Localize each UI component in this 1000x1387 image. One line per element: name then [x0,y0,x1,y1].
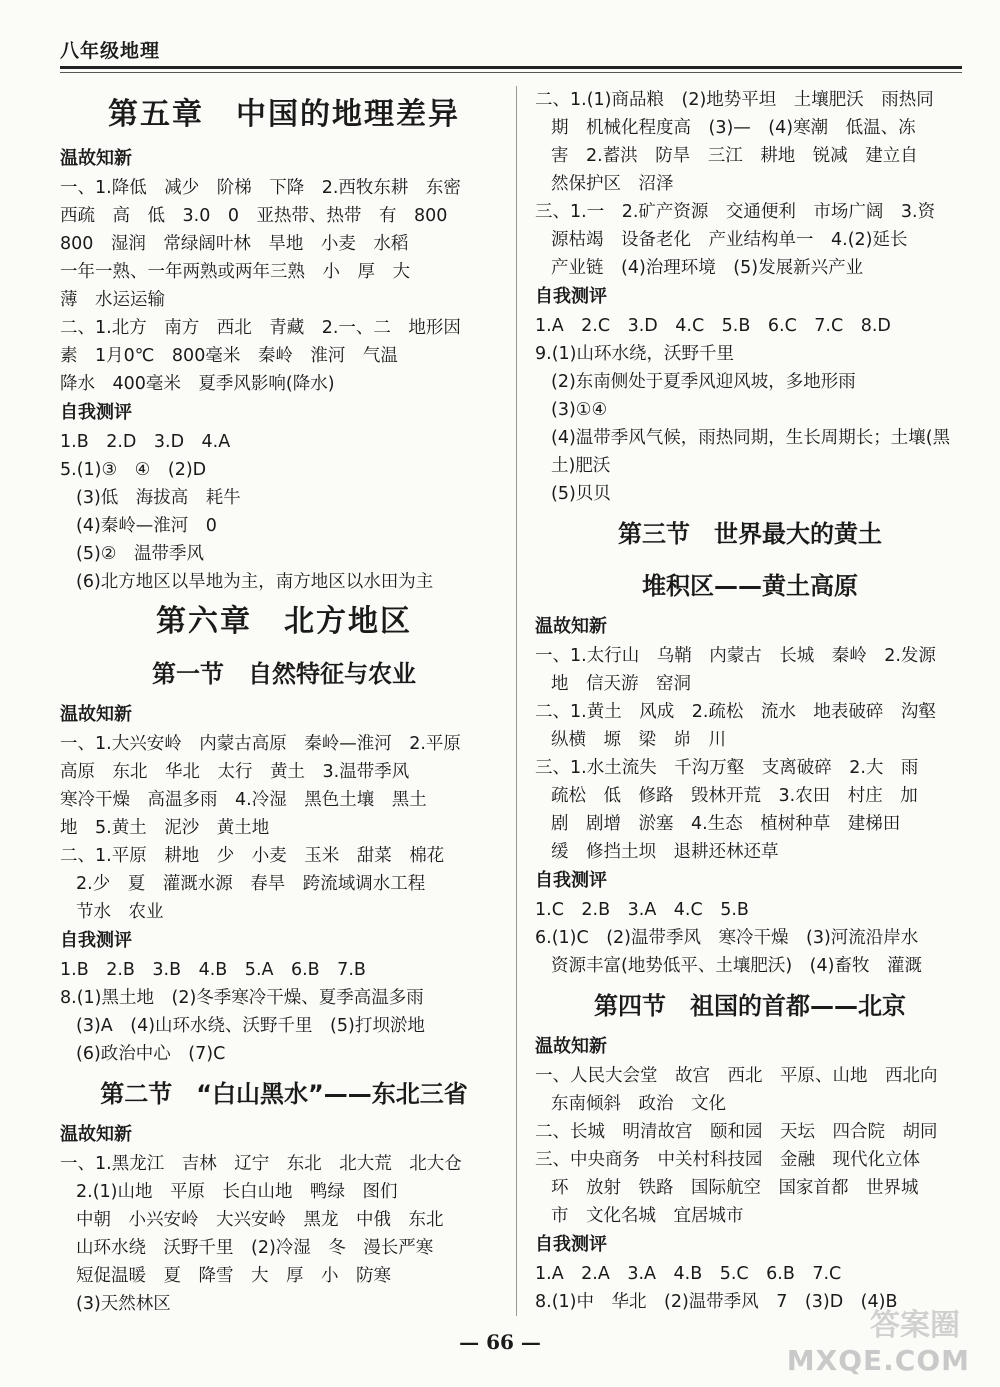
right-column [535,86,965,1316]
answer-line: 一、1.大兴安岭 内蒙古高原 秦岭—淮河 2.平原 [60,734,461,754]
answer-line: (3)①④ [551,400,608,420]
header-rule-thick [60,66,962,69]
left-column [60,86,508,1318]
section-3-title-line1: 第三节 世界最大的黄土 [618,520,882,548]
answer-line: 疏松 低 修路 毁林开荒 3.农田 村庄 加 [551,786,918,806]
self-test-heading: 自我测评 [535,286,607,307]
answer-line: 东南倾斜 政治 文化 [551,1094,726,1114]
answer-line: 800 湿润 常绿阔叶林 旱地 小麦 水稻 [60,234,409,254]
self-test-heading: 自我测评 [535,1234,607,1255]
column-divider [516,86,517,1316]
chapter-6-title: 第六章 北方地区 [156,604,412,639]
answer-line: 一、1.黑龙江 吉林 辽宁 东北 北大荒 北大仓 [60,1154,462,1174]
answer-line: 高原 东北 华北 太行 黄土 3.温带季风 [60,762,410,782]
page-number: — 66 — [459,1330,541,1354]
answer-line: 害 2.蓄洪 防旱 三江 耕地 锐减 建立自 [551,146,918,166]
self-test-heading: 自我测评 [60,402,132,423]
answer-line: 纵横 塬 梁 峁 川 [551,730,726,750]
watermark-logo: 答案圈 [870,1308,960,1343]
answer-line: 1.B 2.B 3.B 4.B 5.A 6.B 7.B [60,960,366,980]
answer-line: 西疏 高 低 3.0 0 亚热带、热带 有 800 [60,206,448,226]
watermark-url: MXQE.COM [786,1344,970,1377]
answer-line: 山环水绕 沃野千里 (2)冷湿 冬 漫长严寒 [76,1238,434,1258]
review-heading: 温故知新 [60,704,132,725]
answer-line: 2.(1)山地 平原 长白山地 鸭绿 图们 [76,1182,398,1202]
answer-line: 二、1.(1)商品粮 (2)地势平坦 土壤肥沃 雨热同 [535,90,934,110]
section-2-title: 第二节 “白山黑水”——东北三省 [100,1080,468,1108]
header-rule-thin [60,72,962,73]
answer-line: 期 机械化程度高 (3)— (4)寒潮 低温、冻 [551,118,916,138]
answer-line: 一、1.降低 减少 阶梯 下降 2.西牧东耕 东密 [60,178,461,198]
review-heading: 温故知新 [60,1124,132,1145]
answer-line: 三、1.水土流失 千沟万壑 支离破碎 2.大 雨 [535,758,919,778]
answer-line: 资源丰富(地势低平、土壤肥沃) (4)畜牧 灌溉 [551,956,922,976]
answer-line: 9.(1)山环水绕，沃野千里 [535,344,734,364]
answer-line: 剧 剧增 淤塞 4.生态 植树种草 建梯田 [551,814,901,834]
answer-line: 二、1.平原 耕地 少 小麦 玉米 甜菜 棉花 [60,846,445,866]
answer-line: 6.(1)C (2)温带季风 寒冷干燥 (3)河流沿岸水 [535,928,919,948]
answer-line: 一年一熟、一年两熟或两年三熟 小 厚 大 [60,262,410,282]
answer-line: 三、1.一 2.矿产资源 交通便利 市场广阔 3.资 [535,202,936,222]
answer-line: 源枯竭 设备老化 产业结构单一 4.(2)延长 [551,230,908,250]
answer-line: 环 放射 铁路 国际航空 国家首都 世界城 [551,1178,919,1198]
answer-line: 市 文化名城 宜居城市 [551,1206,744,1226]
page-header: 八年级地理 [60,40,161,62]
answer-line: 然保护区 沼泽 [551,174,674,194]
answer-line: 寒冷干燥 高温多雨 4.冷湿 黑色土壤 黑土 [60,790,427,810]
answer-line: 1.B 2.D 3.D 4.A [60,432,231,452]
answer-line: 8.(1)中 华北 (2)温带季风 7 (3)D (4)B [535,1292,898,1312]
answer-line: 1.A 2.C 3.D 4.C 5.B 6.C 7.C 8.D [535,316,891,336]
review-heading: 温故知新 [535,1036,607,1057]
review-heading: 温故知新 [60,148,132,169]
answer-line: (4)秦岭—淮河 0 [76,516,217,536]
answer-line: 地 5.黄土 泥沙 黄土地 [60,818,270,838]
answer-line: (5)贝贝 [551,484,611,504]
answer-line: 产业链 (4)治理环境 (5)发展新兴产业 [551,258,864,278]
section-1-title: 第一节 自然特征与农业 [152,660,416,688]
answer-line: 地 信天游 窑洞 [551,674,691,694]
answer-line: (3)A (4)山环水绕、沃野千里 (5)打坝淤地 [76,1016,425,1036]
answer-line: 短促温暖 夏 降雪 大 厚 小 防寒 [76,1266,391,1286]
section-3-title-line2: 堆积区——黄土高原 [642,572,858,600]
answer-line: 1.A 2.A 3.A 4.B 5.C 6.B 7.C [535,1264,842,1284]
answer-line: 一、1.太行山 乌鞘 内蒙古 长城 秦岭 2.发源 [535,646,936,666]
section-4-title: 第四节 祖国的首都——北京 [594,992,906,1020]
answer-line: 二、长城 明清故宫 颐和园 天坛 四合院 胡同 [535,1122,938,1142]
review-heading: 温故知新 [535,616,607,637]
answer-line: 薄 水运运输 [60,290,165,310]
chapter-5-title: 第五章 中国的地理差异 [108,97,460,132]
answer-line: (6)北方地区以旱地为主，南方地区以水田为主 [76,572,434,592]
answer-line: 土)肥沃 [551,456,611,476]
answer-line: 5.(1)③ ④ (2)D [60,460,207,480]
watermark [730,1300,970,1380]
answer-line: 降水 400毫米 夏季风影响(降水) [60,374,335,394]
answer-line: 一、人民大会堂 故宫 西北 平原、山地 西北向 [535,1066,938,1086]
answer-line: (5)② 温带季风 [76,544,204,564]
answer-line: (3)天然林区 [76,1294,171,1314]
answer-line: 二、1.北方 南方 西北 青藏 2.一、二 地形因 [60,318,461,338]
answer-line: 2.少 夏 灌溉水源 春旱 跨流域调水工程 [76,874,426,894]
answer-line: (3)低 海拔高 耗牛 [76,488,241,508]
answer-line: 二、1.黄土 风成 2.疏松 流水 地表破碎 沟壑 [535,702,936,722]
answer-line: 素 1月0℃ 800毫米 秦岭 淮河 气温 [60,346,398,366]
answer-line: (6)政治中心 (7)C [76,1044,226,1064]
self-test-heading: 自我测评 [535,870,607,891]
answer-line: 节水 农业 [76,902,164,922]
answer-line: 三、中央商务 中关村科技园 金融 现代化立体 [535,1150,920,1170]
answer-line: (2)东南侧处于夏季风迎风坡，多地形雨 [551,372,856,392]
answer-line: 中朝 小兴安岭 大兴安岭 黑龙 中俄 东北 [76,1210,444,1230]
answer-line: 1.C 2.B 3.A 4.C 5.B [535,900,749,920]
answer-line: 8.(1)黑土地 (2)冬季寒冷干燥、夏季高温多雨 [60,988,424,1008]
answer-line: 缓 修挡土坝 退耕还林还草 [551,842,779,862]
self-test-heading: 自我测评 [60,930,132,951]
answer-line: (4)温带季风气候，雨热同期，生长周期长；土壤(黑 [551,428,951,448]
